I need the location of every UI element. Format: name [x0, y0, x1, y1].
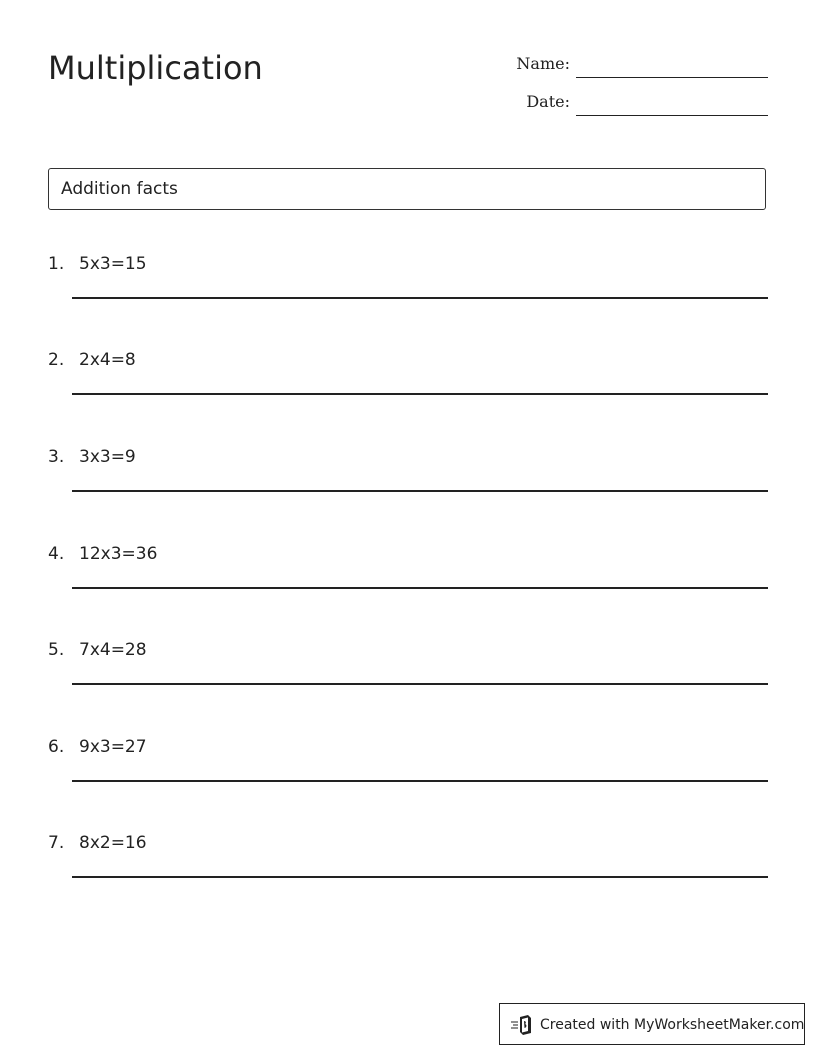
answer-line[interactable]: [72, 587, 768, 589]
answer-line[interactable]: [72, 490, 768, 492]
question-text: 5x3=15: [79, 254, 147, 274]
question-number: 6.: [48, 737, 65, 757]
question-item: [48, 253, 768, 313]
question-number: 1.: [48, 254, 65, 274]
question-number: 5.: [48, 640, 65, 660]
footer-credit-text: Created with MyWorksheetMaker.com: [540, 1017, 805, 1033]
question-item: [48, 639, 768, 699]
question-text: 3x3=9: [79, 447, 136, 467]
section-header: [48, 168, 766, 210]
question-text: 12x3=36: [79, 544, 158, 564]
question-text: 8x2=16: [79, 833, 147, 853]
question-text: 9x3=27: [79, 737, 147, 757]
answer-line[interactable]: [72, 297, 768, 299]
question-number: 3.: [48, 447, 65, 467]
answer-line[interactable]: [72, 683, 768, 685]
date-field-line[interactable]: [576, 115, 768, 116]
question-text: 2x4=8: [79, 350, 136, 370]
question-item: [48, 446, 768, 506]
answer-line[interactable]: [72, 780, 768, 782]
question-item: [48, 543, 768, 603]
date-label: Date:: [526, 92, 570, 111]
footer-credit-badge[interactable]: [499, 1003, 805, 1045]
name-label: Name:: [516, 54, 570, 73]
question-item: [48, 832, 768, 892]
worksheet-title: Multiplication: [48, 49, 263, 87]
question-number: 2.: [48, 350, 65, 370]
answer-line[interactable]: [72, 876, 768, 878]
answer-line[interactable]: [72, 393, 768, 395]
question-item: [48, 349, 768, 409]
question-number: 4.: [48, 544, 65, 564]
worksheet-maker-logo-icon: [510, 1014, 534, 1036]
question-number: 7.: [48, 833, 65, 853]
section-title: Addition facts: [61, 179, 178, 199]
name-field-line[interactable]: [576, 77, 768, 78]
question-item: [48, 736, 768, 796]
question-text: 7x4=28: [79, 640, 147, 660]
